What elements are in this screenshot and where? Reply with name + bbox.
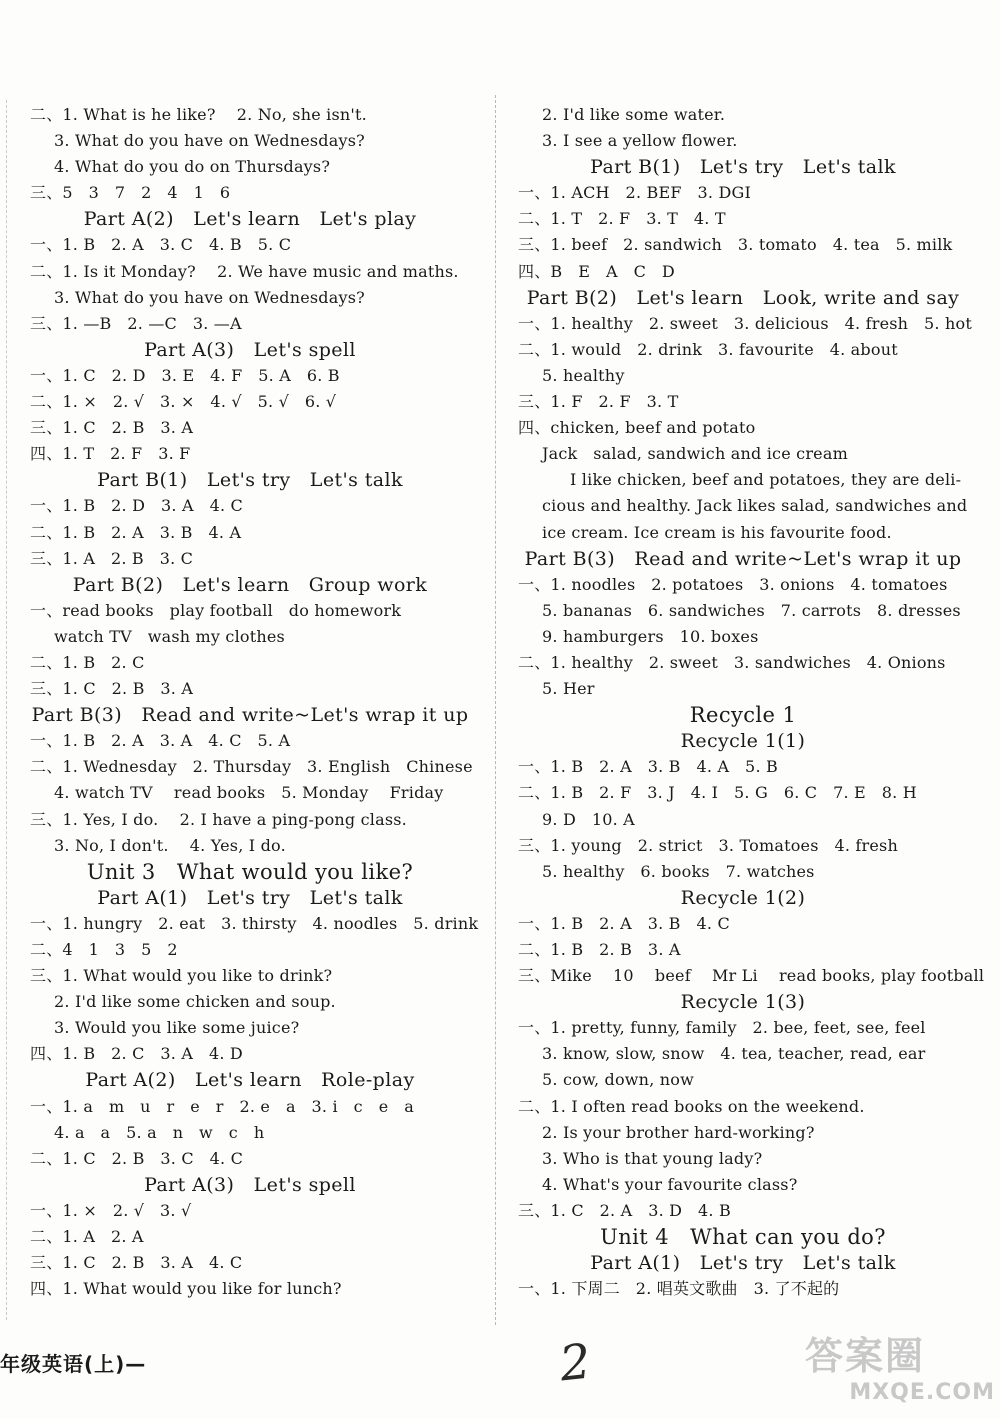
section-heading: Part A(3) Let's spell <box>144 1173 356 1196</box>
answer-line: 四、1. What would you like for lunch? <box>30 1279 342 1299</box>
page-edge-rule <box>6 100 7 1320</box>
answer-line: 三、1. young 2. strict 3. Tomatoes 4. fresh <box>518 835 898 855</box>
answer-line: 3. What do you have on Wednesdays? <box>54 287 365 307</box>
answer-line: 三、5 3 7 2 4 1 6 <box>30 183 231 203</box>
answer-line: 二、1. Is it Monday? 2. We have music and maths. <box>30 261 459 281</box>
section-heading: Part B(1) Let's try Let's talk <box>97 469 403 492</box>
watermark-logo <box>805 1325 995 1415</box>
answer-line: 二、1. would 2. drink 3. favourite 4. about <box>518 339 898 359</box>
answer-line: 4. What do you do on Thursdays? <box>54 157 331 177</box>
answer-line: 3. Would you like some juice? <box>54 1018 300 1038</box>
section-heading: Recycle 1(2) <box>680 886 806 909</box>
answer-line: 5. healthy 6. books 7. watches <box>542 861 815 881</box>
footer-book-title: 年级英语(上)— <box>0 1352 147 1376</box>
answer-line: 2. Is your brother hard-working? <box>542 1122 815 1142</box>
answer-line: 三、1. C 2. B 3. A <box>30 418 194 438</box>
answer-line: 4. What's your favourite class? <box>542 1174 798 1194</box>
answer-column-left <box>30 102 479 1302</box>
answer-line: 四、B E A C D <box>518 261 675 281</box>
answer-line: 一、read books play football do homework <box>30 600 402 620</box>
answer-line: 二、1. healthy 2. sweet 3. sandwiches 4. Onions <box>518 652 946 672</box>
section-heading: Recycle 1(1) <box>680 730 806 753</box>
answer-line: 5. cow, down, now <box>542 1070 694 1090</box>
answer-line: watch TV wash my clothes <box>54 626 285 646</box>
answer-line: 5. Her <box>542 679 595 699</box>
section-heading: Part A(1) Let's try Let's talk <box>590 1252 896 1275</box>
answer-line: 二、1. T 2. F 3. T 4. T <box>518 209 726 229</box>
answer-line: 三、1. C 2. A 3. D 4. B <box>518 1200 731 1220</box>
answer-line: 二、1. I often read books on the weekend. <box>518 1096 865 1116</box>
section-heading: Part B(3) Read and write~Let's wrap it up <box>31 704 469 727</box>
answer-line: 一、1. B 2. A 3. B 4. C <box>518 913 730 933</box>
section-heading: Recycle 1(3) <box>680 991 806 1014</box>
answer-line: cious and healthy. Jack likes salad, sandwiches and <box>542 496 968 516</box>
answer-line: 5. healthy <box>542 365 625 385</box>
answer-line: 三、1. beef 2. sandwich 3. tomato 4. tea 5. milk <box>518 235 953 255</box>
answer-line: 一、1. B 2. A 3. A 4. C 5. A <box>30 731 291 751</box>
answer-line: 一、1. × 2. √ 3. √ <box>30 1200 192 1220</box>
section-heading: Part A(3) Let's spell <box>144 338 356 361</box>
answer-line: 二、1. B 2. B 3. A <box>518 940 681 959</box>
answer-line: 四、chicken, beef and potato <box>518 418 756 438</box>
answer-line: I like chicken, beef and potatoes, they are deli- <box>570 470 962 490</box>
answer-line: 三、1. Yes, I do. 2. I have a ping-pong class. <box>30 809 407 829</box>
answer-line: 2. I'd like some chicken and soup. <box>54 992 336 1012</box>
answer-line: ice cream. Ice cream is his favourite food. <box>542 522 892 542</box>
answer-line: 9. hamburgers 10. boxes <box>542 626 759 646</box>
handwritten-page-number: 2 <box>557 1333 594 1393</box>
answer-line: 一、1. a m u r e r 2. e a 3. i c e a <box>30 1096 414 1116</box>
answer-line: 二、4 1 3 5 2 <box>30 940 178 959</box>
answer-line: 3. What do you have on Wednesdays? <box>54 131 365 151</box>
answer-line: 5. bananas 6. sandwiches 7. carrots 8. dresses <box>542 600 961 620</box>
answer-line: 二、1. A 2. A <box>30 1227 144 1247</box>
answer-line: 二、1. What is he like? 2. No, she isn't. <box>30 105 367 124</box>
answer-line: 3. Who is that young lady? <box>542 1148 763 1168</box>
answer-line: 二、1. C 2. B 3. C 4. C <box>30 1148 244 1168</box>
section-heading: Part B(2) Let's learn Group work <box>72 573 428 596</box>
section-heading: Part B(2) Let's learn Look, write and say <box>526 286 960 309</box>
answer-line: 一、1. B 2. A 3. B 4. A 5. B <box>518 757 778 777</box>
answer-line: 三、1. A 2. B 3. C <box>30 548 194 568</box>
section-heading: Part B(3) Read and write~Let's wrap it up <box>524 547 962 570</box>
answer-line: 四、1. T 2. F 3. F <box>30 444 191 464</box>
answer-line: 一、1. hungry 2. eat 3. thirsty 4. noodles 5. drink <box>30 913 479 933</box>
answer-line: 二、1. × 2. √ 3. × 4. √ 5. √ 6. √ <box>30 392 337 412</box>
answer-line: 三、1. C 2. B 3. A <box>30 679 194 699</box>
answer-line: Jack salad, sandwich and ice cream <box>542 444 848 464</box>
answer-line: 3. No, I don't. 4. Yes, I do. <box>54 835 286 855</box>
answer-line: 四、1. B 2. C 3. A 4. D <box>30 1044 243 1064</box>
answer-line: 三、1. —B 2. —C 3. —A <box>30 313 242 333</box>
section-heading: Part A(2) Let's learn Let's play <box>83 208 417 231</box>
answer-line: 一、1. pretty, funny, family 2. bee, feet, see, feel <box>518 1018 926 1038</box>
answer-line: 三、1. F 2. F 3. T <box>518 392 679 412</box>
section-heading: Unit 3 What would you like? <box>86 859 414 884</box>
answer-line: 2. I'd like some water. <box>542 105 726 124</box>
section-heading: Part A(1) Let's try Let's talk <box>97 886 403 909</box>
section-heading: Part B(1) Let's try Let's talk <box>590 156 896 179</box>
answer-line: 一、1. C 2. D 3. E 4. F 5. A 6. B <box>30 365 340 385</box>
answer-line: 9. D 10. A <box>542 809 635 829</box>
answer-line: 二、1. B 2. C <box>30 652 145 672</box>
answer-line: 三、1. C 2. B 3. A 4. C <box>30 1253 243 1273</box>
answer-line: 一、1. healthy 2. sweet 3. delicious 4. fresh 5. hot <box>518 313 972 333</box>
answer-line: 一、1. 下周二 2. 唱英文歌曲 3. 了不起的 <box>518 1279 840 1299</box>
watermark-url: MXQE.COM <box>849 1380 995 1405</box>
column-divider <box>495 95 496 1325</box>
section-heading: Recycle 1 <box>689 703 797 728</box>
answer-line: 三、1. What would you like to drink? <box>30 966 333 986</box>
answer-line: 三、Mike 10 beef Mr Li read books, play football <box>518 966 985 986</box>
answer-line: 二、1. B 2. F 3. J 4. I 5. G 6. C 7. E 8. H <box>518 783 917 803</box>
answer-line: 二、1. B 2. A 3. B 4. A <box>30 522 242 542</box>
section-heading: Part A(2) Let's learn Role-play <box>85 1069 415 1092</box>
watermark-text: 答案圈 <box>805 1334 926 1378</box>
answer-line: 二、1. Wednesday 2. Thursday 3. English Chinese <box>30 757 473 777</box>
section-heading: Unit 4 What can you do? <box>600 1225 886 1250</box>
answer-line: 4. a a 5. a n w c h <box>54 1122 265 1142</box>
answer-line: 4. watch TV read books 5. Monday Friday <box>54 783 444 803</box>
answer-column-right <box>518 102 985 1302</box>
answer-line: 一、1. noodles 2. potatoes 3. onions 4. tomatoes <box>518 574 948 594</box>
answer-line: 一、1. ACH 2. BEF 3. DGI <box>518 183 751 203</box>
answer-line: 3. know, slow, snow 4. tea, teacher, read, ear <box>542 1044 926 1064</box>
answer-line: 一、1. B 2. D 3. A 4. C <box>30 496 243 516</box>
answer-line: 一、1. B 2. A 3. C 4. B 5. C <box>30 235 292 255</box>
answer-line: 3. I see a yellow flower. <box>542 131 738 151</box>
